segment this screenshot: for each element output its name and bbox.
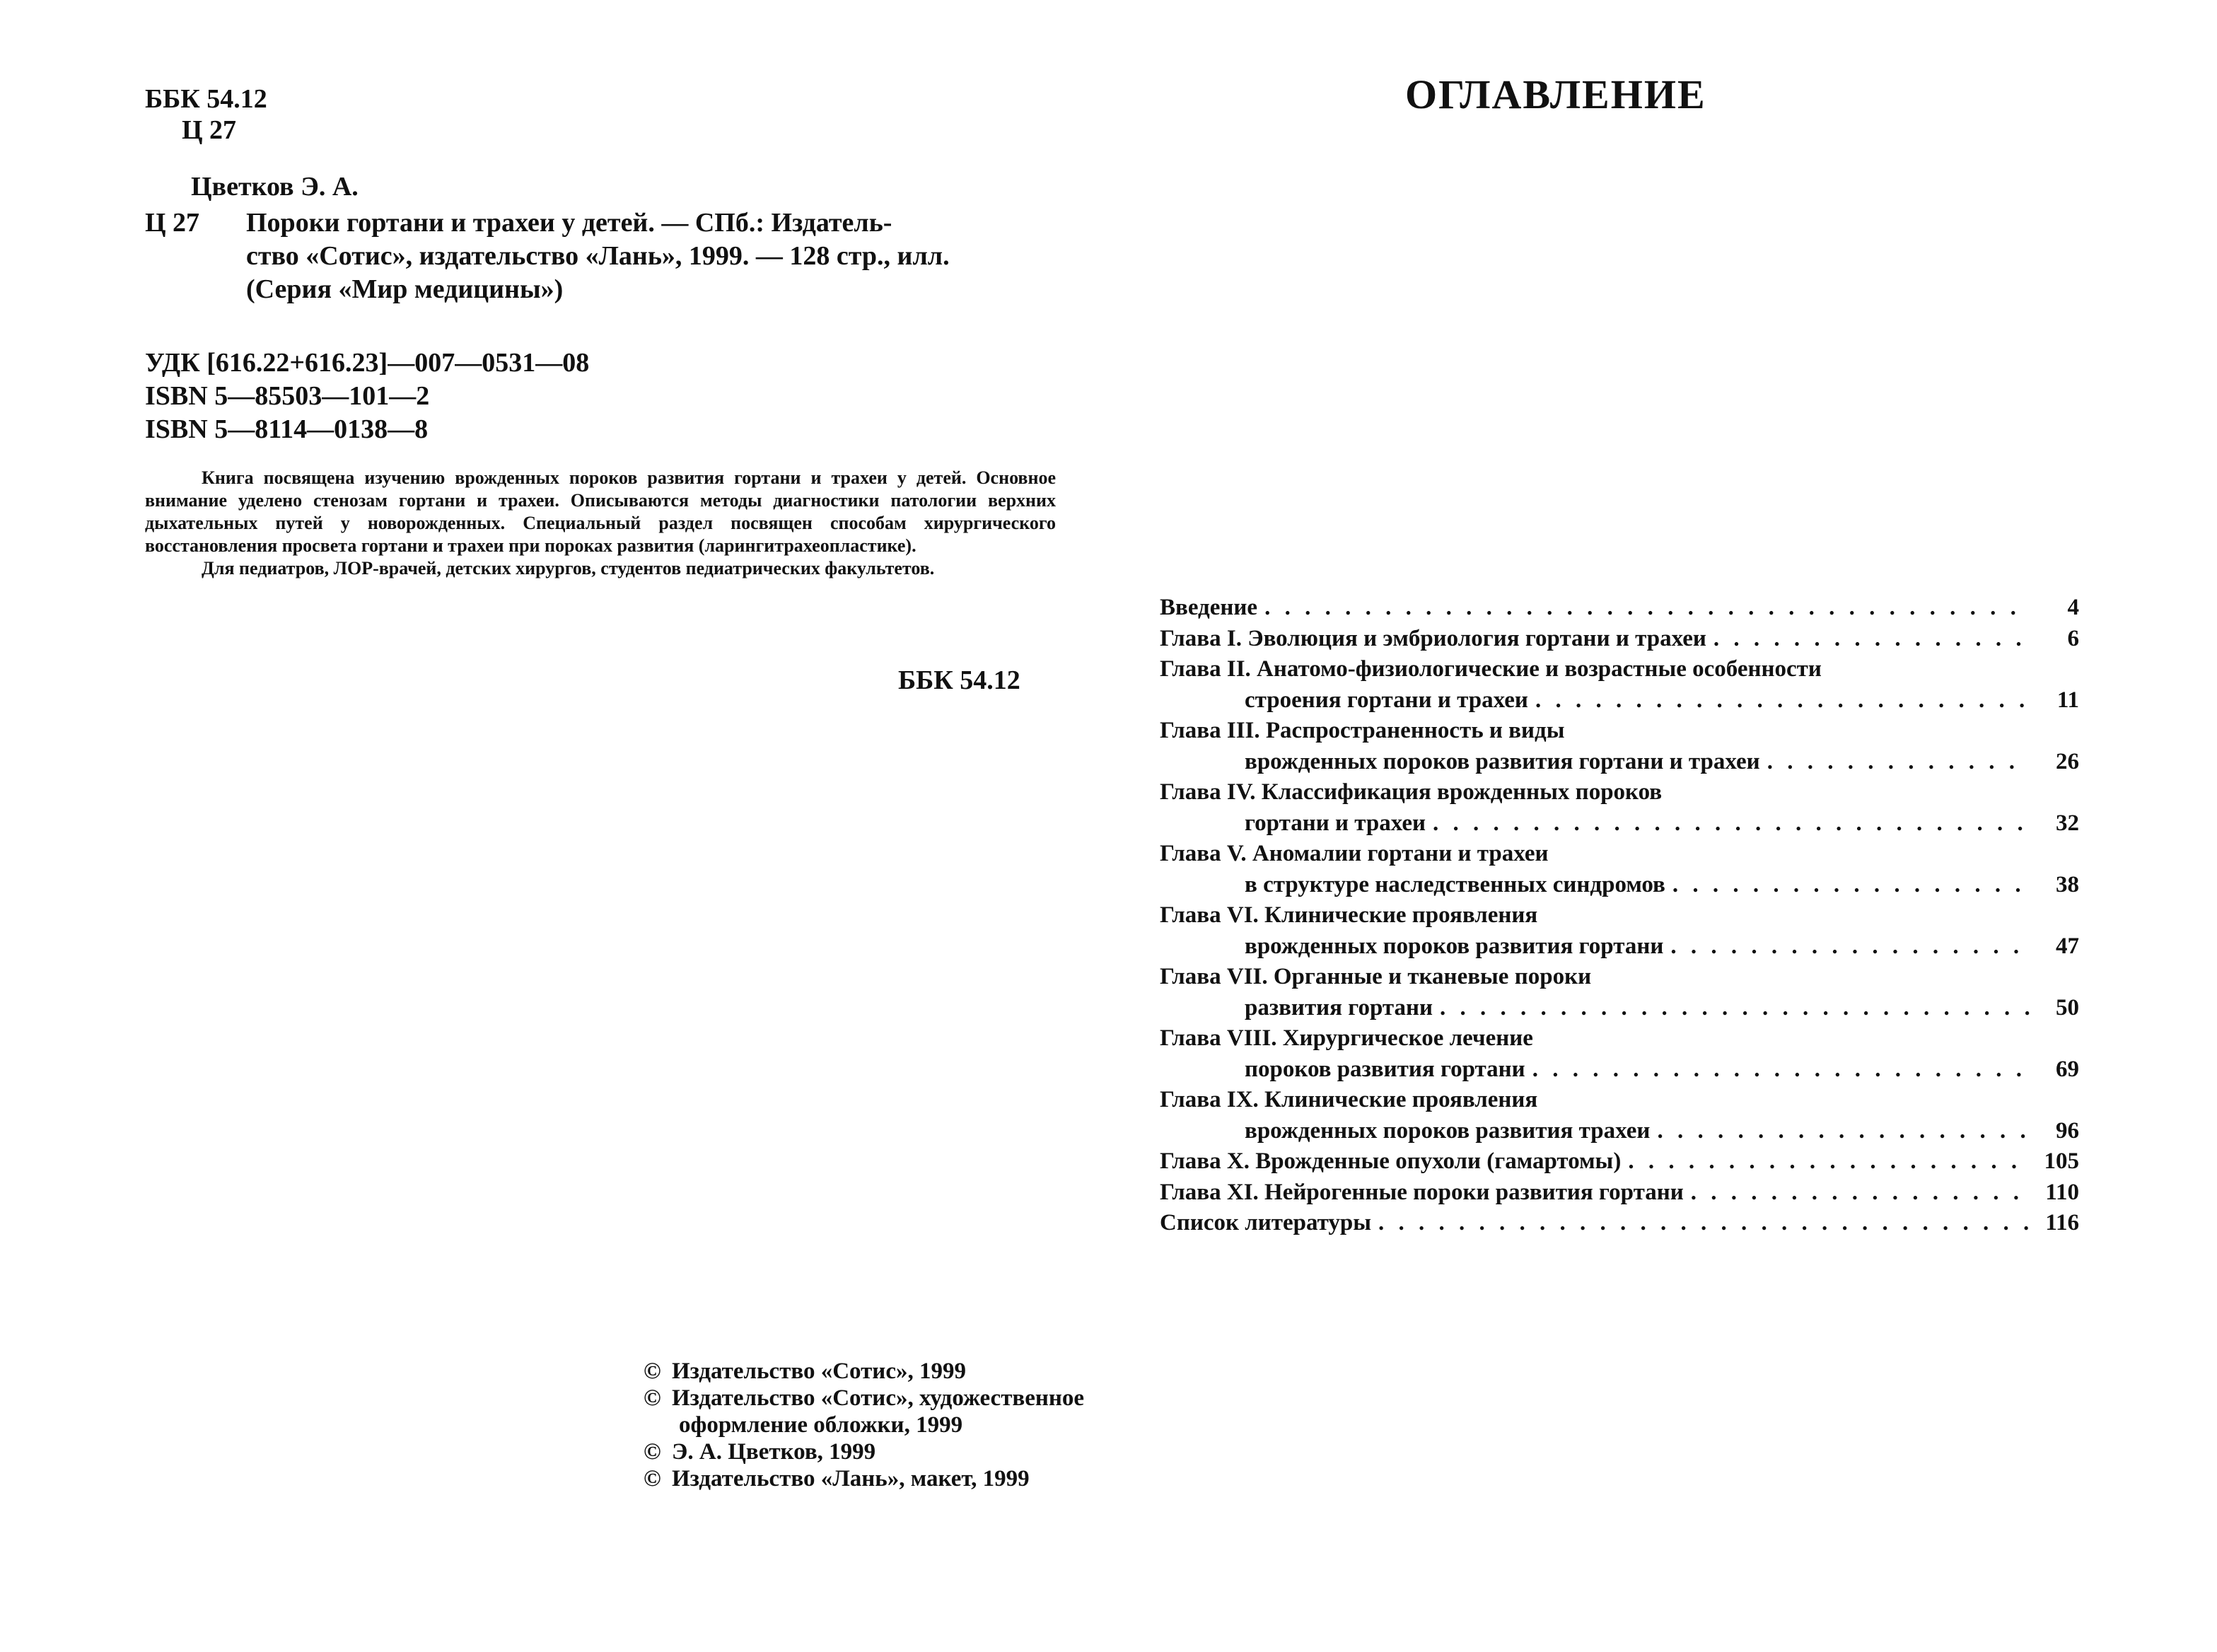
toc-entry bbox=[1160, 716, 2079, 777]
contents-title: ОГЛАВЛЕНИЕ bbox=[1405, 71, 1706, 117]
toc-entry-title: Глава X. Врожденные опухоли (гамартомы) bbox=[1160, 1148, 1622, 1174]
toc-entry bbox=[1160, 900, 2079, 962]
dot-leader bbox=[1532, 1054, 2030, 1086]
toc-entry-title: Глава II. Анатомо-физиологические и возрастные особенности bbox=[1160, 656, 1822, 682]
author-mark: Ц 27 bbox=[182, 115, 237, 145]
toc-page-number: 26 bbox=[2056, 748, 2079, 774]
toc-page-number: 38 bbox=[2056, 871, 2079, 897]
toc-page-number: 11 bbox=[2056, 687, 2079, 713]
bib-line-2: ство «Сотис», издательство «Лань», 1999. — 128 стр., илл. bbox=[246, 241, 950, 271]
dot-leader bbox=[1535, 685, 2030, 716]
toc-line bbox=[1160, 870, 2079, 901]
toc-line bbox=[1160, 1208, 2079, 1239]
copyright-page bbox=[0, 0, 1108, 1652]
toc-page-number: 110 bbox=[2045, 1179, 2079, 1205]
dot-leader bbox=[1672, 870, 2030, 901]
toc-line bbox=[1160, 1054, 2079, 1086]
toc-entry-title: Глава VIII. Хирургическое лечение bbox=[1160, 1025, 1533, 1051]
toc-entry-title: строения гортани и трахеи bbox=[1245, 687, 1528, 713]
toc-entry bbox=[1160, 1146, 2079, 1177]
table-of-contents bbox=[1160, 593, 2079, 1239]
toc-page-number: 50 bbox=[2056, 994, 2079, 1020]
book-abstract bbox=[145, 467, 1056, 580]
toc-line bbox=[1160, 808, 2079, 839]
bibliographic-record bbox=[145, 206, 1057, 306]
dot-leader bbox=[1433, 808, 2030, 839]
toc-entry-title: Глава IV. Классификация врожденных пороков bbox=[1160, 779, 1663, 805]
author-name: Цветков Э. А. bbox=[191, 172, 359, 202]
toc-entry bbox=[1160, 1208, 2079, 1239]
toc-line bbox=[1160, 1146, 2079, 1177]
dot-leader bbox=[1440, 993, 2030, 1024]
dot-leader bbox=[1691, 1177, 2030, 1209]
copyright-entry: © Издательство «Лань», макет, 1999 bbox=[644, 1466, 1030, 1491]
classification-codes bbox=[145, 347, 589, 446]
toc-entry bbox=[1160, 624, 2079, 655]
dot-leader bbox=[1378, 1208, 2030, 1239]
toc-entry bbox=[1160, 1085, 2079, 1146]
toc-entry bbox=[1160, 839, 2079, 900]
toc-entry bbox=[1160, 593, 2079, 624]
toc-entry-title: гортани и трахеи bbox=[1245, 810, 1426, 836]
toc-line bbox=[1160, 1116, 2079, 1147]
toc-line bbox=[1160, 747, 2079, 778]
dot-leader bbox=[1670, 931, 2030, 962]
toc-entry-title: Глава I. Эволюция и эмбриология гортани и трахеи bbox=[1160, 625, 1706, 651]
toc-page-number: 69 bbox=[2056, 1056, 2079, 1082]
toc-entry-title: Глава III. Распространенность и виды bbox=[1160, 718, 1565, 743]
toc-line bbox=[1160, 931, 2079, 962]
toc-entry-title: врожденных пороков развития трахеи bbox=[1245, 1117, 1651, 1144]
toc-entry-title: Введение bbox=[1160, 595, 1258, 620]
toc-page-number: 6 bbox=[2067, 625, 2079, 651]
copyright-entry: © Э. А. Цветков, 1999 bbox=[644, 1439, 876, 1465]
toc-page-number: 47 bbox=[2056, 933, 2079, 959]
isbn-2: ISBN 5—8114—0138—8 bbox=[145, 414, 429, 444]
toc-entry-title: пороков развития гортани bbox=[1245, 1056, 1525, 1082]
abstract-paragraph: Книга посвящена изучению врожденных пороков развития гортани и трахеи у детей. Основное внимание уделено стенозам гортани и трахеи. Описываются методы диагностики патологии верхних дыхательных путей у новорожденных. Специальный раздел посвящен способам хирургического восстановления просвета гортани и трахеи при пороках развития (ларингитрахеопластике). bbox=[145, 467, 1056, 556]
contents-page bbox=[1108, 0, 2217, 1652]
toc-line bbox=[1160, 993, 2079, 1024]
dot-leader bbox=[1628, 1146, 2030, 1177]
toc-line bbox=[1160, 624, 2079, 655]
bib-line-3: (Серия «Мир медицины») bbox=[246, 274, 564, 304]
bbk-classification bbox=[145, 83, 267, 146]
toc-entry-title: развития гортани bbox=[1245, 994, 1433, 1020]
toc-entry-title: врожденных пороков развития гортани bbox=[1245, 933, 1664, 959]
toc-line bbox=[1160, 593, 2079, 624]
copyright-symbol: © bbox=[644, 1385, 661, 1411]
toc-line bbox=[1160, 1177, 2079, 1209]
toc-page-number: 116 bbox=[2045, 1210, 2079, 1235]
toc-entry-title: Глава V. Аномалии гортани и трахеи bbox=[1160, 841, 1549, 866]
bib-author-mark: Ц 27 bbox=[145, 208, 200, 238]
toc-entry bbox=[1160, 1177, 2079, 1209]
bbk-index-bottom: ББК 54.12 bbox=[898, 665, 1020, 695]
copyright-entry: © Издательство «Сотис», художественное оформление обложки, 1999 bbox=[644, 1385, 1085, 1438]
bib-line-1: Пороки гортани и трахеи у детей. — СПб.: Издатель- bbox=[246, 208, 892, 238]
toc-entry-title: Список литературы bbox=[1160, 1210, 1372, 1235]
toc-line bbox=[1160, 685, 2079, 716]
copyright-entry: © Издательство «Сотис», 1999 bbox=[644, 1359, 966, 1384]
isbn-1: ISBN 5—85503—101—2 bbox=[145, 381, 430, 411]
dot-leader bbox=[1767, 747, 2030, 778]
dot-leader bbox=[1713, 624, 2030, 655]
toc-entry-title: врожденных пороков развития гортани и трахеи bbox=[1245, 748, 1760, 774]
toc-entry bbox=[1160, 777, 2079, 839]
toc-entry-title: Глава VII. Органные и тканевые пороки bbox=[1160, 964, 1592, 989]
dot-leader bbox=[1657, 1116, 2030, 1147]
toc-page-number: 4 bbox=[2067, 595, 2079, 620]
copyright-notices bbox=[644, 1358, 1108, 1492]
udk-code: УДК [616.22+616.23]—007—0531—08 bbox=[145, 348, 590, 378]
toc-page-number: 96 bbox=[2056, 1117, 2079, 1144]
toc-page-number: 32 bbox=[2056, 810, 2079, 836]
toc-entry bbox=[1160, 1023, 2079, 1085]
abstract-audience: Для педиатров, ЛОР-врачей, детских хирургов, студентов педиатрических факультетов. bbox=[202, 558, 935, 578]
toc-entry-title: Глава XI. Нейрогенные пороки развития гортани bbox=[1160, 1179, 1684, 1205]
copyright-symbol: © bbox=[644, 1359, 661, 1384]
toc-entry-title: Глава VI. Клинические проявления bbox=[1160, 902, 1538, 928]
toc-entry bbox=[1160, 962, 2079, 1023]
bbk-index: ББК 54.12 bbox=[145, 84, 267, 114]
toc-page-number: 105 bbox=[2044, 1148, 2079, 1174]
dot-leader bbox=[1264, 593, 2030, 624]
copyright-symbol: © bbox=[644, 1466, 661, 1491]
toc-entry-title: Глава IX. Клинические проявления bbox=[1160, 1087, 1538, 1112]
copyright-symbol: © bbox=[644, 1439, 661, 1465]
toc-entry bbox=[1160, 654, 2079, 716]
toc-entry-title: в структуре наследственных синдромов bbox=[1245, 871, 1665, 897]
